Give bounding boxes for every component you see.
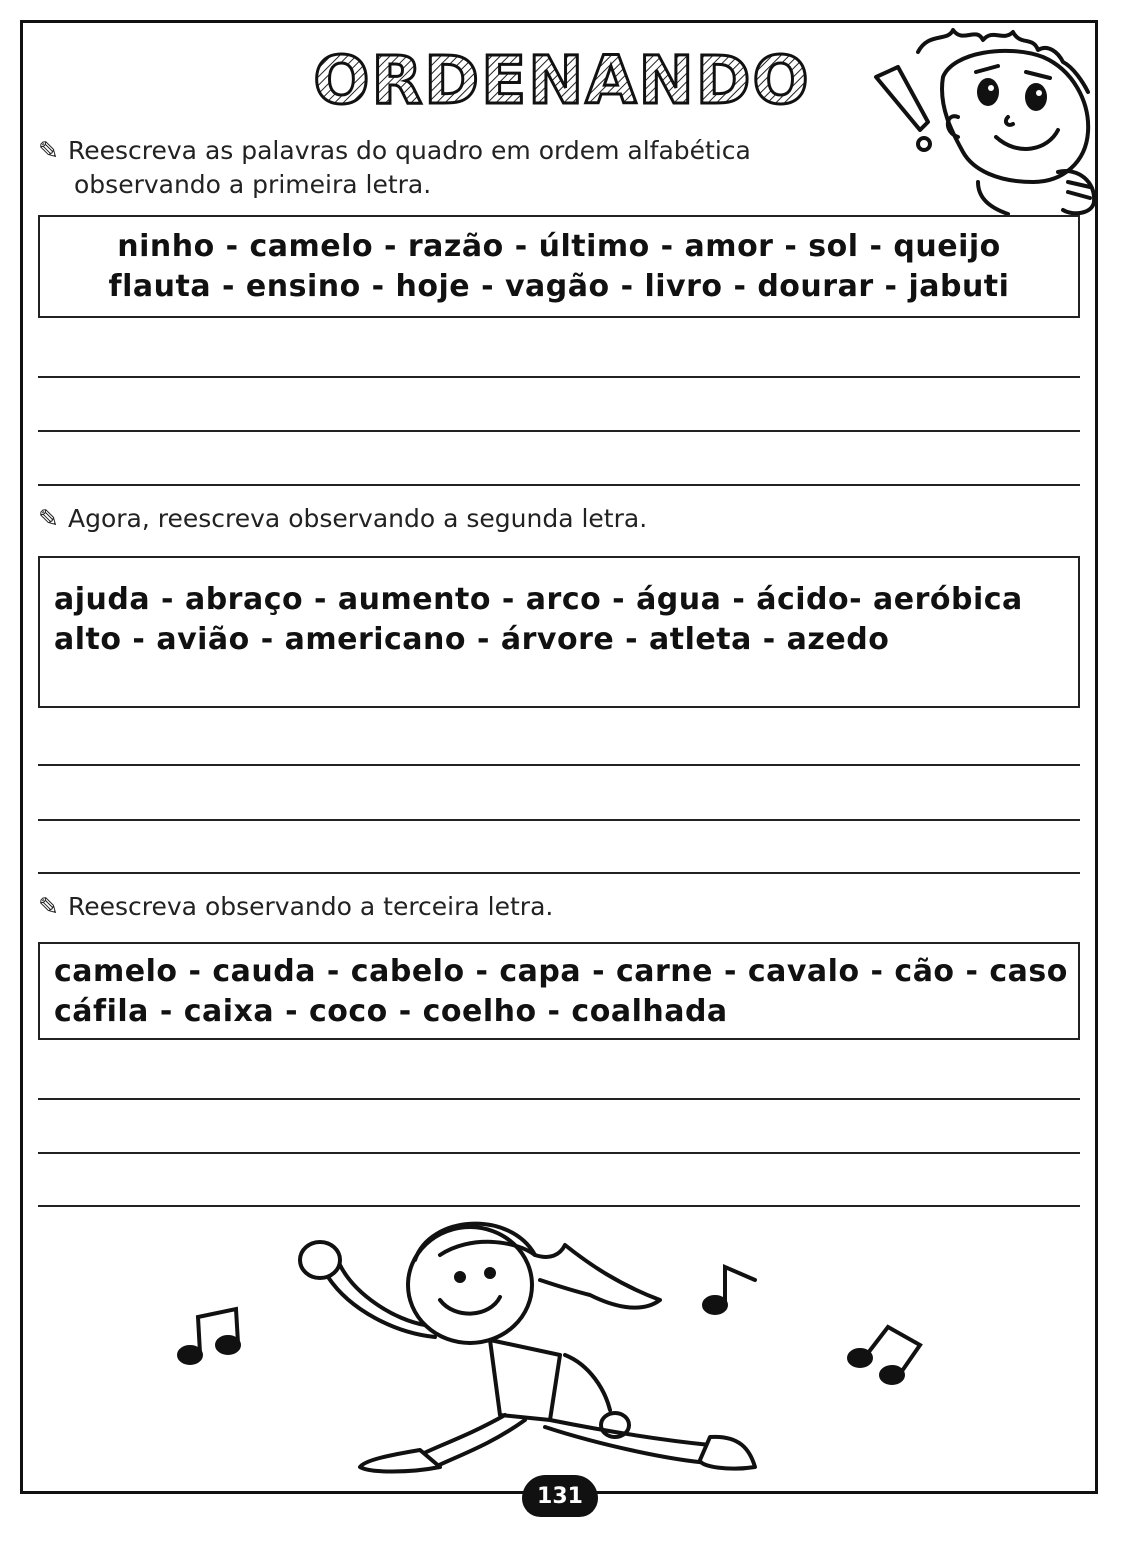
instruction-2-line1: Agora, reescreva observando a segunda letra. [68, 504, 648, 533]
writing-line[interactable] [38, 819, 1080, 821]
music-note-icon [849, 1327, 920, 1383]
instruction-2 [38, 502, 647, 536]
music-note-icon [704, 1267, 755, 1313]
instruction-3 [38, 890, 553, 924]
instruction-3-line1: Reescreva observando a terceira letra. [68, 892, 554, 921]
writing-line[interactable] [38, 430, 1080, 432]
instruction-1 [38, 134, 751, 202]
music-note-icon [179, 1309, 239, 1363]
page-number: 131 [522, 1475, 598, 1517]
word-box-3-row1: camelo - cauda - cabelo - capa - carne - cavalo - cão - caso [54, 954, 1068, 989]
word-box-1-row1: ninho - camelo - razão - último - amor - sol - queijo [117, 229, 1001, 264]
girl-runner-illustration [170, 1205, 940, 1475]
writing-line[interactable] [38, 484, 1080, 486]
writing-line[interactable] [38, 376, 1080, 378]
writing-line[interactable] [38, 872, 1080, 874]
pencil-icon: ✎ [38, 892, 59, 921]
word-box-1-row2: flauta - ensino - hoje - vagão - livro - dourar - jabuti [108, 269, 1010, 304]
instruction-1-line1: Reescreva as palavras do quadro em ordem alfabética [68, 136, 751, 165]
word-box-1 [38, 215, 1080, 318]
title-logo [290, 45, 835, 117]
writing-line[interactable] [38, 764, 1080, 766]
word-box-2-row2: alto - avião - americano - árvore - atleta - azedo [54, 622, 890, 657]
writing-line[interactable] [38, 1152, 1080, 1154]
instruction-1-line2: observando a primeira letra. [74, 170, 432, 199]
word-box-2 [38, 556, 1080, 708]
pencil-icon: ✎ [38, 136, 59, 165]
pencil-icon: ✎ [38, 504, 59, 533]
boy-illustration [858, 22, 1098, 217]
word-box-3 [38, 942, 1080, 1040]
word-box-2-row1: ajuda - abraço - aumento - arco - água - ácido- aeróbica [54, 582, 1023, 617]
page-title: ORDENANDO [313, 45, 811, 117]
word-box-3-row2: cáfila - caixa - coco - coelho - coalhada [54, 994, 728, 1029]
writing-line[interactable] [38, 1098, 1080, 1100]
